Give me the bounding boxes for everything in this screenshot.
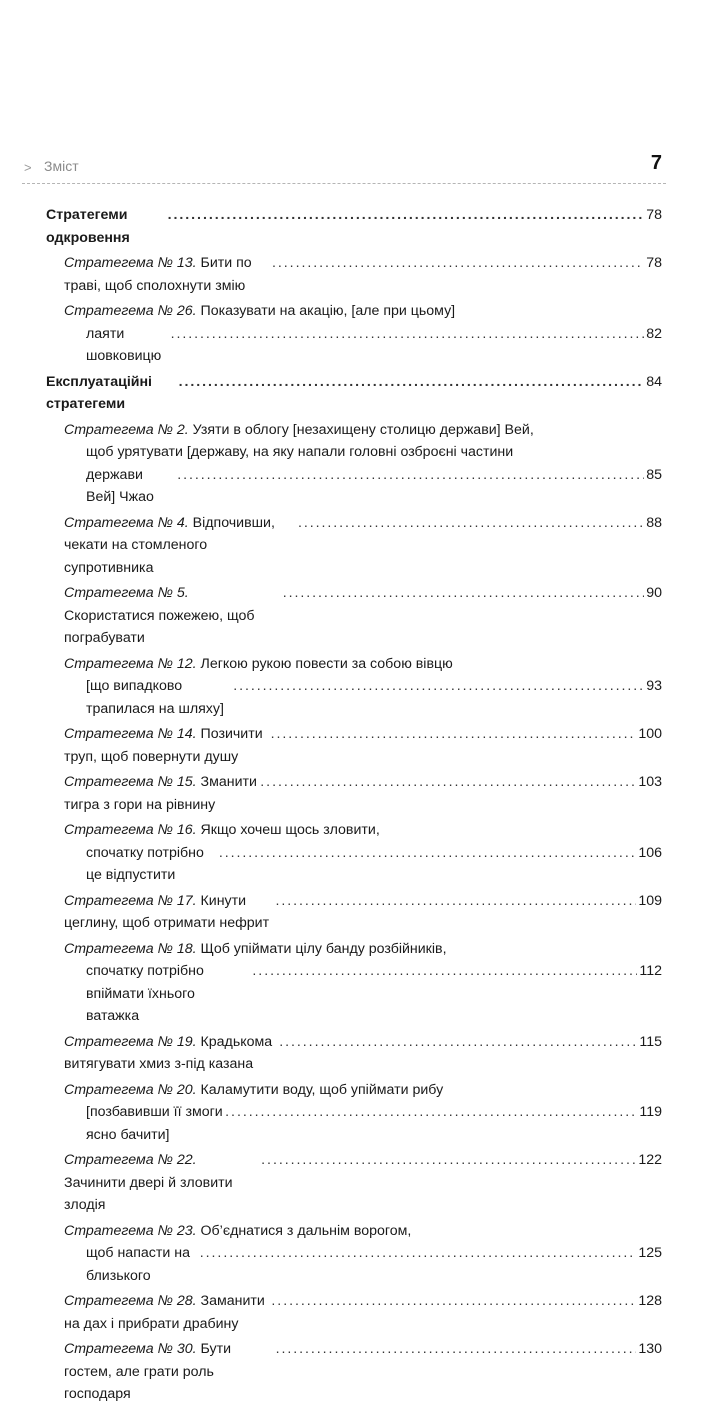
toc-entry [64,1290,662,1335]
entry-title-line: Бити по траві, щоб сполохнути змію [64,255,252,294]
strategem-label: Стратегема № 23. [64,1222,197,1239]
entry-page-number: 93 [646,678,662,694]
section-heading: Стратегеми одкровення [46,207,130,246]
section-heading: Експлуатаційні стратегеми [46,373,152,412]
dot-leader [233,675,644,698]
entry-page-number: 122 [638,1152,662,1168]
entry-title-line: Каламутити воду, щоб упіймати рибу [200,1081,444,1098]
strategem-label: Стратегема № 20. [64,1081,197,1098]
page-number: 7 [650,152,662,174]
dot-leader [177,464,644,487]
toc-entry [64,252,662,297]
entry-title-line: Відпочивши, чекати на стомленого супротивника [64,514,275,576]
entry-title-line: Об’єднатися з дальнім ворогом, [200,1222,412,1239]
toc-entry [64,1031,662,1076]
entry-title-line: [позбавивши її змоги ясно бачити] [86,1104,223,1143]
toc-entry [64,1079,662,1147]
dot-leader [298,512,644,535]
toc-entry [64,419,662,509]
toc-entry [64,938,662,1028]
entry-title-line: Якщо хочеш щось зловити, [200,822,380,838]
header-divider [22,183,666,184]
entry-title-line: спочатку потрібно це відпустити [86,844,204,883]
entry-title-line: Показувати на акацію, [але при цьому] [200,303,456,319]
dot-leader [276,1338,637,1361]
strategem-label: Стратегема № 5. [64,585,189,601]
dot-leader [279,1031,637,1054]
entry-page-number: 78 [646,255,662,271]
entry-page-number: 115 [639,1033,662,1050]
strategem-label: Стратегема № 16. [64,822,197,838]
dot-leader [179,371,645,394]
dot-leader [252,960,637,983]
strategem-label: Стратегема № 22. [64,1152,197,1168]
dot-leader [272,252,644,275]
entry-title-line: щоб напасти на близького [86,1245,190,1284]
entry-page-number: 85 [646,466,662,483]
dot-leader [283,582,644,605]
toc-entry [64,723,662,768]
dot-leader [200,1242,637,1265]
page-header [24,152,666,182]
toc-entry [64,890,662,935]
dot-leader [225,1101,637,1124]
entry-title-line: [що випадково трапилася на шляху] [86,678,224,717]
strategem-label: Стратегема № 2. [64,421,189,438]
toc-entry [64,512,662,580]
strategem-label: Стратегема № 30. [64,1341,197,1357]
entry-page-number: 82 [646,325,662,342]
dot-leader [275,890,636,913]
toc-entry [64,653,662,721]
entry-title-line: Скористатися пожежею, щоб пограбувати [64,607,255,646]
dot-leader [168,204,645,227]
entry-title-line: лаяти шовковицю [86,325,162,364]
entry-title-line: Узяти в облогу [незахищену столицю держави] Вей, [192,421,534,438]
strategem-label: Стратегема № 4. [64,514,189,531]
entry-title-line: Легкою рукою повести за собою вівцю [200,655,453,672]
entry-page-number: 125 [638,1245,662,1261]
dot-leader [171,323,645,346]
toc-entry [64,1149,662,1217]
toc-section [46,371,662,416]
entry-page-number: 109 [638,892,662,909]
strategem-label: Стратегема № 18. [64,940,197,957]
table-of-contents [46,204,662,1409]
toc-entry [64,819,662,887]
dot-leader [261,1149,636,1172]
entry-title-line: Крадькома витягувати хмиз з-під казана [64,1033,273,1072]
entry-title-line: Зачинити двері й зловити злодія [64,1174,233,1213]
entry-page-number: 103 [638,774,662,790]
strategem-label: Стратегема № 14. [64,726,197,742]
entry-page-number: 100 [638,726,662,742]
entry-page-number: 84 [646,373,662,390]
entry-page-number: 88 [646,514,662,531]
entry-page-number: 119 [639,1104,662,1120]
entry-title-line: держави Вей] Чжао [86,466,154,505]
strategem-label: Стратегема № 19. [64,1033,197,1050]
toc-entry [64,300,662,368]
entry-page-number: 112 [639,963,662,979]
strategem-label: Стратегема № 17. [64,892,197,909]
dot-leader [271,723,637,746]
strategem-label: Стратегема № 28. [64,1293,197,1309]
strategem-label: Стратегема № 13. [64,255,197,271]
breadcrumb-arrow-icon: > [24,160,32,175]
entry-page-number: 130 [638,1341,662,1357]
toc-entry [64,582,662,650]
dot-leader [260,771,636,794]
toc-entry [64,1338,662,1406]
strategem-label: Стратегема № 12. [64,655,197,672]
dot-leader [271,1290,636,1313]
toc-entry [64,1220,662,1288]
entry-title-line: щоб урятувати [державу, на яку напали головні озброєні частини [86,444,514,460]
entry-title-line: Кинути цеглину, щоб отримати нефрит [64,892,270,931]
entry-title-line: спочатку потрібно впіймати їхнього ватажка [86,963,204,1024]
entry-title-line: Позичити труп, щоб повернути душу [64,726,263,765]
entry-page-number: 78 [646,207,662,223]
entry-title-line: Бути гостем, але грати роль господаря [64,1341,232,1402]
section-title: Зміст [44,158,79,174]
entry-page-number: 128 [638,1293,662,1309]
entry-page-number: 90 [646,585,662,601]
toc-entry [64,771,662,816]
strategem-label: Стратегема № 15. [64,774,197,790]
dot-leader [219,842,636,865]
strategem-label: Стратегема № 26. [64,303,197,319]
entry-title-line: Зманити тигра з гори на рівнину [64,774,257,813]
toc-section [46,204,662,249]
entry-title-line: Щоб упіймати цілу банду розбійників, [200,940,447,957]
entry-page-number: 106 [638,844,662,861]
entry-title-line: Заманити на дах і прибрати драбину [64,1293,265,1332]
